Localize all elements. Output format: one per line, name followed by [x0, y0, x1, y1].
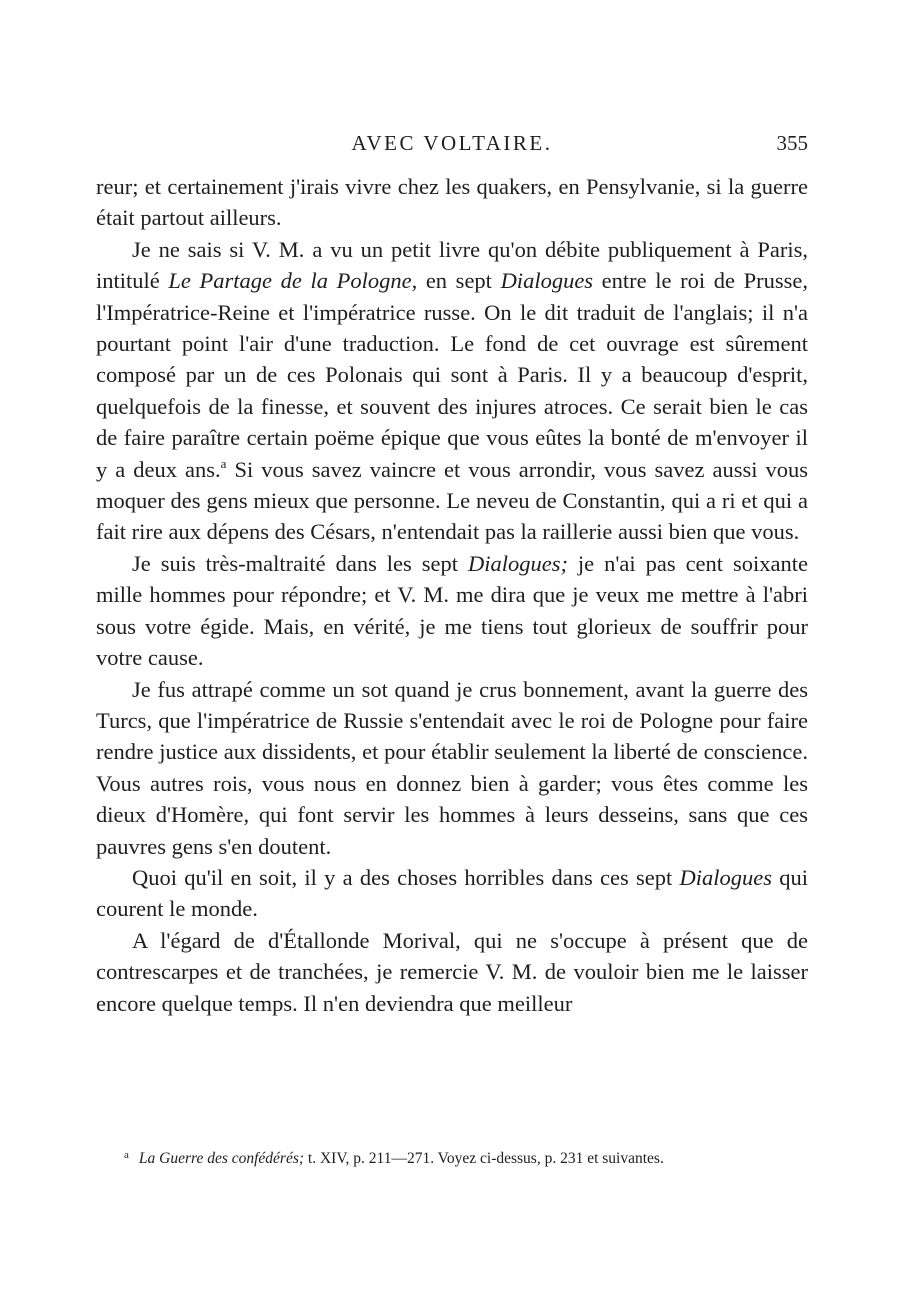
paragraph-1 [96, 171, 808, 234]
paragraph-3-text-a: Je suis très-maltraité dans les sept [132, 550, 468, 576]
paragraph-3-text-b: je n'ai pas cent soixante mille hommes pour répondre; et V. M. me dira que je veux me mettre à l'abri sous votre égide. Mais, en vérité, je me tiens tout glorieux de souffrir pour votre cause. [96, 550, 808, 671]
paragraph-2-text-b: en sept [417, 268, 501, 294]
page-header [96, 128, 808, 158]
paragraph-4 [96, 674, 808, 862]
paragraph-4-text: Je fus attrapé comme un sot quand je crus bonnement, avant la guerre des Turcs, que l'impératrice de Russie s'entendait avec le roi de Pologne pour faire rendre justice aux dissidents, et pour établir seulement la liberté de conscience. Vous autres rois, vous nous en donnez bien à garder; vous êtes comme les dieux d'Homère, qui font servir les hommes à leurs desseins, sans que ces pauvres gens s'en doutent. [96, 676, 808, 859]
book-title-partage: Le Partage de la Pologne, [168, 268, 418, 294]
paragraph-2-text-a: Je ne sais si V. M. a vu un petit livre qu'on débite publiquement à Paris, intitulé [96, 236, 808, 294]
footnote-text: t. XIV, p. 211—271. Voyez ci-dessus, p. 231 et suivantes. [304, 1150, 664, 1167]
paragraph-2-text-c: entre le roi de Prusse, l'Impératrice-Reine et l'impératrice russe. On le dit traduit de l'anglais; il n'a pourtant point l'air d'une traduction. Le fond de cet ouvrage est sûrement composé par un de ces Polonais qui sont à Paris. Il y a beaucoup d'esprit, quelquefois de la finesse, et souvent des injures atroces. Ce serait bien le cas de faire paraître certain poëme épique que vous eûtes la bonté de m'envoyer il y a deux ans. [96, 268, 808, 482]
footnote-title: La Guerre des confédérés; [138, 1150, 305, 1167]
running-head: AVEC VOLTAIRE. [351, 131, 553, 155]
paragraph-2-text-d: Si vous savez vaincre et vous arrondir, vous savez aussi vous moquer des gens mieux que personne. Le neveu de Constantin, qui a ri et qui a fait rire aux dépens des Césars, n'entendait pas la raillerie aussi bien que vous. [96, 456, 808, 545]
footnote [124, 1144, 804, 1170]
paragraph-2 [96, 234, 808, 548]
paragraph-1-text: reur; et certainement j'irais vivre chez les quakers, en Pensylvanie, si la guerre était partout ailleurs. [96, 174, 808, 231]
body-text [96, 171, 808, 1019]
book-title-dialogues: Dialogues [679, 864, 772, 890]
paragraph-3 [96, 548, 808, 674]
footnote-marker: a [124, 1149, 129, 1161]
paragraph-5 [96, 862, 808, 925]
paragraph-6-text: A l'égard de d'Étallonde Morival, qui ne s'occupe à présent que de contrescarpes et de tranchées, je remercie V. M. de vouloir bien me le laisser encore quelque temps. Il n'en deviendra que meilleur [96, 927, 808, 1016]
paragraph-5-text-a: Quoi qu'il en soit, il y a des choses horribles dans ces sept [132, 864, 680, 890]
page-number: 355 [776, 131, 808, 155]
footnote-reference: a [220, 455, 227, 471]
book-title-dialogues: Dialogues [500, 268, 594, 294]
book-title-dialogues: Dialogues; [467, 550, 568, 576]
paragraph-6 [96, 925, 808, 1019]
paragraph-5-text-b: qui courent le monde. [96, 864, 808, 922]
